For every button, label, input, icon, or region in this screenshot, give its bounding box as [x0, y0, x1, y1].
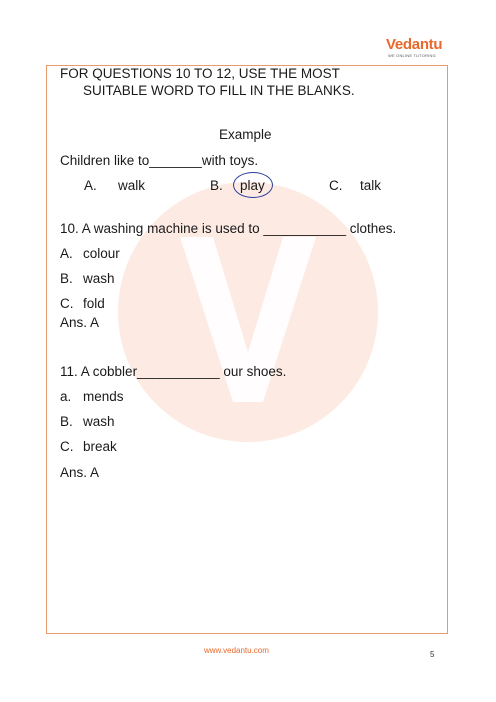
q11-option-a-letter: a.	[60, 389, 72, 404]
q10-option-a-letter: A.	[60, 246, 73, 261]
footer-url[interactable]: www.vedantu.com	[204, 646, 269, 655]
example-option-a-text: walk	[118, 178, 146, 193]
q10-option-c-text: fold	[83, 296, 105, 311]
q10-option-c-letter: C.	[60, 296, 74, 311]
q11-option-b-letter: B.	[60, 414, 73, 429]
example-sentence: Children like to_______with toys.	[60, 153, 259, 168]
heading-line-2: SUITABLE WORD TO FILL IN THE BLANKS.	[83, 83, 355, 98]
brand-logo	[386, 36, 448, 64]
q10-option-b-letter: B.	[60, 271, 73, 286]
brand-name: Vedantu	[386, 36, 443, 53]
q10-option-b-text: wash	[83, 271, 115, 286]
q11-answer: Ans. A	[60, 465, 100, 480]
example-title: Example	[219, 127, 272, 142]
q10-option-a-text: colour	[83, 246, 120, 261]
q10-answer: Ans. A	[60, 315, 100, 330]
heading-line-1: FOR QUESTIONS 10 TO 12, USE THE MOST	[60, 66, 340, 81]
example-option-a-letter: A.	[84, 178, 97, 193]
q11-option-c-letter: C.	[60, 439, 74, 454]
content-frame	[46, 65, 448, 634]
q11-option-c-text: break	[83, 439, 117, 454]
q11-option-a-text: mends	[83, 389, 124, 404]
question-11: 11. A cobbler___________ our shoes.	[60, 364, 287, 379]
example-option-b-letter: B.	[210, 178, 223, 193]
selected-answer-circle	[233, 172, 273, 198]
question-10: 10. A washing machine is used to ___________ clothes.	[60, 221, 397, 236]
q11-option-b-text: wash	[83, 414, 115, 429]
example-option-c-text: talk	[360, 178, 382, 193]
example-option-c-letter: C.	[329, 178, 343, 193]
example-option-b-text: play	[240, 178, 265, 193]
page-number: 5	[430, 650, 435, 659]
brand-tagline: WE ONLINE TUTORING	[388, 53, 436, 58]
